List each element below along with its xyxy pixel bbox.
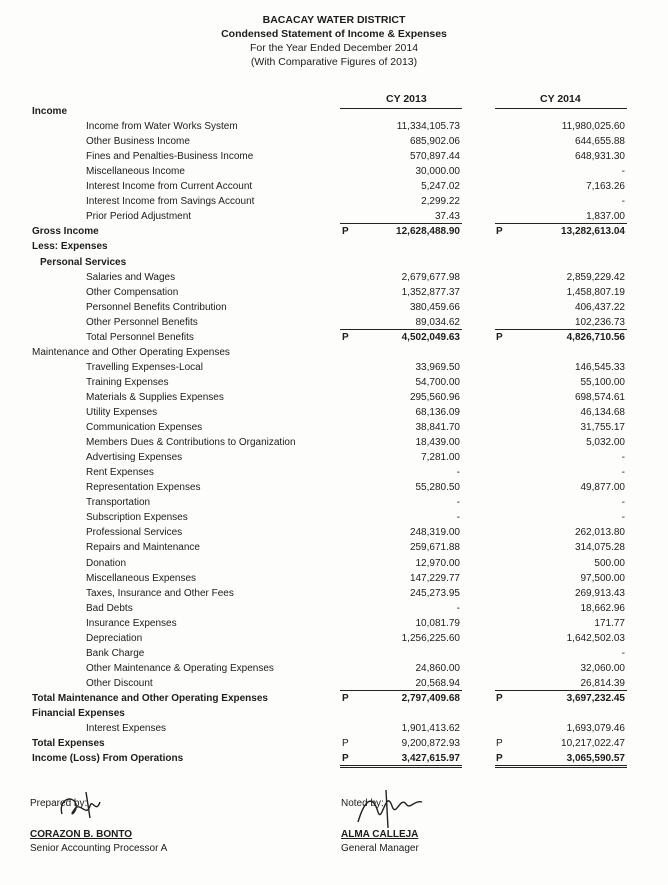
row-label: Training Expenses (86, 376, 169, 388)
value-cy2013: 20,568.94 (415, 677, 460, 689)
row-label: Bank Charge (86, 647, 145, 659)
table-row (0, 270, 668, 285)
table-row (0, 465, 668, 480)
value-cy2014: 55,100.00 (580, 376, 625, 388)
value-cy2013: 11,334,105.73 (396, 121, 460, 133)
value-cy2014: 97,500.00 (580, 572, 625, 584)
table-row (0, 300, 668, 315)
peso-sign-2014: P (496, 331, 503, 343)
table-row (0, 285, 668, 300)
value-cy2014: 4,826,710.56 (566, 331, 625, 343)
row-label: Materials & Supplies Expenses (86, 391, 224, 403)
column-header-cy2014: CY 2014 (540, 93, 581, 105)
row-label: Personnel Benefits Contribution (86, 301, 227, 313)
table-row (0, 239, 668, 254)
peso-sign-2014: P (496, 226, 503, 238)
row-label: Communication Expenses (86, 422, 203, 434)
value-cy2013: 2,679,677.98 (401, 271, 460, 283)
row-label: Less: Expenses (32, 241, 108, 253)
table-row (0, 405, 668, 420)
table-row (0, 360, 668, 375)
value-cy2014: 2,859,229.42 (566, 271, 625, 283)
row-label: Total Maintenance and Other Operating Expenses (32, 692, 268, 704)
row-label: Taxes, Insurance and Other Fees (86, 587, 234, 599)
row-label: Total Personnel Benefits (86, 331, 194, 343)
value-cy2014: 698,574.61 (574, 391, 625, 403)
value-cy2013: - (456, 512, 460, 524)
value-cy2013: 570,897.44 (409, 151, 460, 163)
table-row (0, 495, 668, 510)
table-row (0, 616, 668, 631)
value-cy2014: 102,236.73 (574, 316, 625, 328)
value-cy2014: 10,217,022.47 (561, 738, 625, 750)
row-label: Miscellaneous Income (86, 166, 185, 178)
table-row (0, 224, 668, 239)
table-row (0, 525, 668, 540)
table-row (0, 721, 668, 736)
value-cy2014: 26,814.39 (580, 677, 625, 689)
value-cy2013: 248,319.00 (409, 527, 460, 539)
value-cy2013: 245,273.95 (409, 587, 460, 599)
value-cy2014: - (621, 452, 625, 464)
value-cy2013: 4,502,049.63 (401, 331, 460, 343)
value-cy2013: 1,352,877.37 (401, 286, 460, 298)
org-name: BACACAY WATER DISTRICT (262, 14, 406, 26)
value-cy2013: 3,427,615.97 (401, 753, 460, 765)
table-row (0, 676, 668, 691)
value-cy2013: 147,229.77 (409, 572, 460, 584)
value-cy2014: 31,755.17 (580, 422, 625, 434)
value-cy2014: 171.77 (594, 617, 625, 629)
row-label: Maintenance and Other Operating Expenses (32, 346, 230, 358)
value-cy2014: 406,437.22 (574, 301, 625, 313)
table-row (0, 556, 668, 571)
value-cy2013: 12,628,488.90 (396, 226, 460, 238)
value-cy2013: 2,299.22 (421, 196, 460, 208)
row-label: Prior Period Adjustment (86, 211, 192, 223)
peso-sign-2013: P (342, 692, 349, 704)
table-row (0, 661, 668, 676)
peso-sign-2013: P (342, 226, 349, 238)
table-row (0, 601, 668, 616)
row-label: Salaries and Wages (86, 271, 176, 283)
double-underline-rule (340, 765, 462, 766)
value-cy2014: 49,877.00 (580, 482, 625, 494)
table-row (0, 119, 668, 134)
value-cy2013: 1,901,413.62 (401, 723, 460, 735)
value-cy2013: 685,902.06 (409, 136, 460, 148)
value-cy2014: 11,980,025.60 (561, 121, 625, 133)
row-label: Interest Income from Savings Account (86, 196, 255, 208)
table-row (0, 375, 668, 390)
row-label: Travelling Expenses-Local (86, 361, 203, 373)
row-label: Financial Expenses (32, 708, 125, 719)
value-cy2013: 1,256,225.60 (401, 632, 460, 644)
row-label: Subscription Expenses (86, 512, 188, 524)
noted-signature (350, 782, 430, 832)
row-label: Other Maintenance & Operating Expenses (86, 662, 274, 674)
table-row (0, 255, 668, 270)
value-cy2013: 68,136.09 (415, 407, 460, 418)
value-cy2013: 5,247.02 (421, 181, 460, 193)
double-underline-rule (340, 767, 462, 768)
value-cy2014: - (621, 166, 625, 178)
value-cy2014: 3,065,590.57 (566, 753, 625, 765)
table-row (0, 315, 668, 330)
row-label: Donation (86, 557, 127, 569)
table-row (0, 149, 668, 164)
table-row (0, 571, 668, 586)
peso-sign-2014: P (496, 738, 503, 750)
value-cy2014: 146,545.33 (574, 361, 625, 373)
value-cy2013: 89,034.62 (415, 316, 460, 328)
table-row (0, 435, 668, 450)
prepared-signature (56, 788, 116, 824)
row-label: Rent Expenses (86, 467, 154, 479)
table-row (0, 586, 668, 601)
value-cy2013: 2,797,409.68 (401, 692, 460, 704)
table-row (0, 134, 668, 149)
value-cy2014: 269,913.43 (574, 587, 625, 599)
row-label: Interest Expenses (86, 723, 167, 735)
prepared-by-title: Senior Accounting Processor A (30, 843, 168, 854)
row-label: Depreciation (86, 632, 143, 644)
row-label: Miscellaneous Expenses (86, 572, 197, 584)
value-cy2014: 648,931.30 (574, 151, 625, 163)
value-cy2014: 5,032.00 (586, 437, 625, 449)
value-cy2013: - (456, 467, 460, 479)
value-cy2013: 259,671.88 (409, 542, 460, 554)
value-cy2013: - (456, 602, 460, 614)
row-label: Income (Loss) From Operations (32, 753, 184, 765)
table-row (0, 209, 668, 224)
statement-title: Condensed Statement of Income & Expenses (221, 28, 447, 40)
value-cy2014: 500.00 (594, 557, 625, 569)
value-cy2014: 13,282,613.04 (561, 226, 625, 238)
table-row (0, 194, 668, 209)
value-cy2014: 314,075.28 (574, 542, 625, 554)
value-cy2013: 18,439.00 (415, 437, 460, 449)
value-cy2014: - (621, 647, 625, 659)
value-cy2014: 1,642,502.03 (566, 632, 625, 644)
value-cy2014: 1,693,079.46 (566, 723, 625, 735)
table-row (0, 330, 668, 345)
row-label: Interest Income from Current Account (86, 181, 253, 193)
row-label: Advertising Expenses (86, 452, 183, 464)
noted-by-name: ALMA CALLEJA (341, 829, 419, 840)
value-cy2014: - (621, 497, 625, 509)
prepared-by-label: Prepared by: (30, 798, 88, 809)
table-row (0, 480, 668, 495)
peso-sign-2014: P (496, 753, 503, 765)
row-label: Fines and Penalties-Business Income (86, 151, 254, 163)
value-cy2014: - (621, 467, 625, 479)
table-row (0, 345, 668, 360)
value-cy2014: 46,134.68 (580, 407, 625, 418)
table-row (0, 631, 668, 646)
value-cy2014: - (621, 512, 625, 524)
peso-sign-2013: P (342, 331, 349, 343)
table-row (0, 164, 668, 179)
value-cy2014: 18,662.96 (580, 602, 625, 614)
row-label: Other Business Income (86, 136, 190, 148)
table-row (0, 510, 668, 525)
row-label: Other Compensation (86, 286, 179, 298)
value-cy2013: 12,970.00 (415, 557, 460, 569)
noted-by-label: Noted by: (341, 798, 384, 809)
row-label: Utility Expenses (86, 407, 158, 418)
value-cy2013: 10,081.79 (415, 617, 460, 629)
value-cy2013: 37.43 (434, 211, 460, 223)
value-cy2013: 38,841.70 (415, 422, 460, 434)
row-label: Insurance Expenses (86, 617, 177, 629)
row-label: Gross Income (32, 226, 99, 238)
double-underline-rule (495, 767, 627, 768)
value-cy2014: 644,655.88 (574, 136, 625, 148)
value-cy2013: 9,200,872.93 (401, 738, 460, 750)
value-cy2013: - (456, 497, 460, 509)
row-label: Total Expenses (32, 738, 105, 750)
table-row (0, 751, 668, 766)
row-label: Income from Water Works System (86, 121, 238, 133)
table-row (0, 736, 668, 751)
row-label: Personal Services (40, 256, 127, 268)
peso-sign-2014: P (496, 692, 503, 704)
value-cy2013: 30,000.00 (415, 166, 460, 178)
value-cy2014: 3,697,232.45 (566, 692, 625, 704)
table-row (0, 540, 668, 555)
comparative-note: (With Comparative Figures of 2013) (250, 56, 418, 68)
row-label: Transportation (86, 497, 151, 509)
peso-sign-2013: P (342, 738, 349, 750)
value-cy2014: 7,163.26 (586, 181, 625, 193)
value-cy2013: 295,560.96 (409, 391, 460, 403)
value-cy2014: 32,060.00 (580, 662, 625, 674)
table-row (0, 179, 668, 194)
value-cy2013: 55,280.50 (415, 482, 460, 494)
row-label: Repairs and Maintenance (86, 542, 200, 554)
value-cy2013: 54,700.00 (415, 376, 460, 388)
table-row (0, 706, 668, 721)
table-row (0, 390, 668, 405)
value-cy2014: 262,013.80 (574, 527, 625, 539)
statement-period: For the Year Ended December 2014 (249, 42, 419, 54)
value-cy2013: 380,459.66 (409, 301, 460, 313)
column-header-cy2013: CY 2013 (386, 93, 427, 105)
row-label: Professional Services (86, 527, 183, 539)
table-row (0, 450, 668, 465)
value-cy2013: 24,860.00 (415, 662, 460, 674)
row-label: Other Personnel Benefits (86, 316, 198, 328)
row-label: Bad Debts (86, 602, 133, 614)
value-cy2014: 1,458,807.19 (566, 286, 625, 298)
double-underline-rule (495, 765, 627, 766)
row-label: Members Dues & Contributions to Organization (86, 437, 296, 449)
prepared-by-name: CORAZON B. BONTO (30, 829, 133, 840)
value-cy2013: 33,969.50 (415, 361, 460, 373)
table-row (0, 646, 668, 661)
noted-by-title: General Manager (341, 843, 419, 854)
row-label: Representation Expenses (86, 482, 201, 494)
table-row (0, 420, 668, 435)
value-cy2013: 7,281.00 (421, 452, 460, 464)
row-label: Other Discount (86, 677, 153, 689)
value-cy2014: 1,837.00 (586, 211, 625, 223)
table-row (0, 691, 668, 706)
value-cy2014: - (621, 196, 625, 208)
table-row (0, 104, 668, 119)
row-label: Income (32, 106, 68, 117)
peso-sign-2013: P (342, 753, 349, 765)
